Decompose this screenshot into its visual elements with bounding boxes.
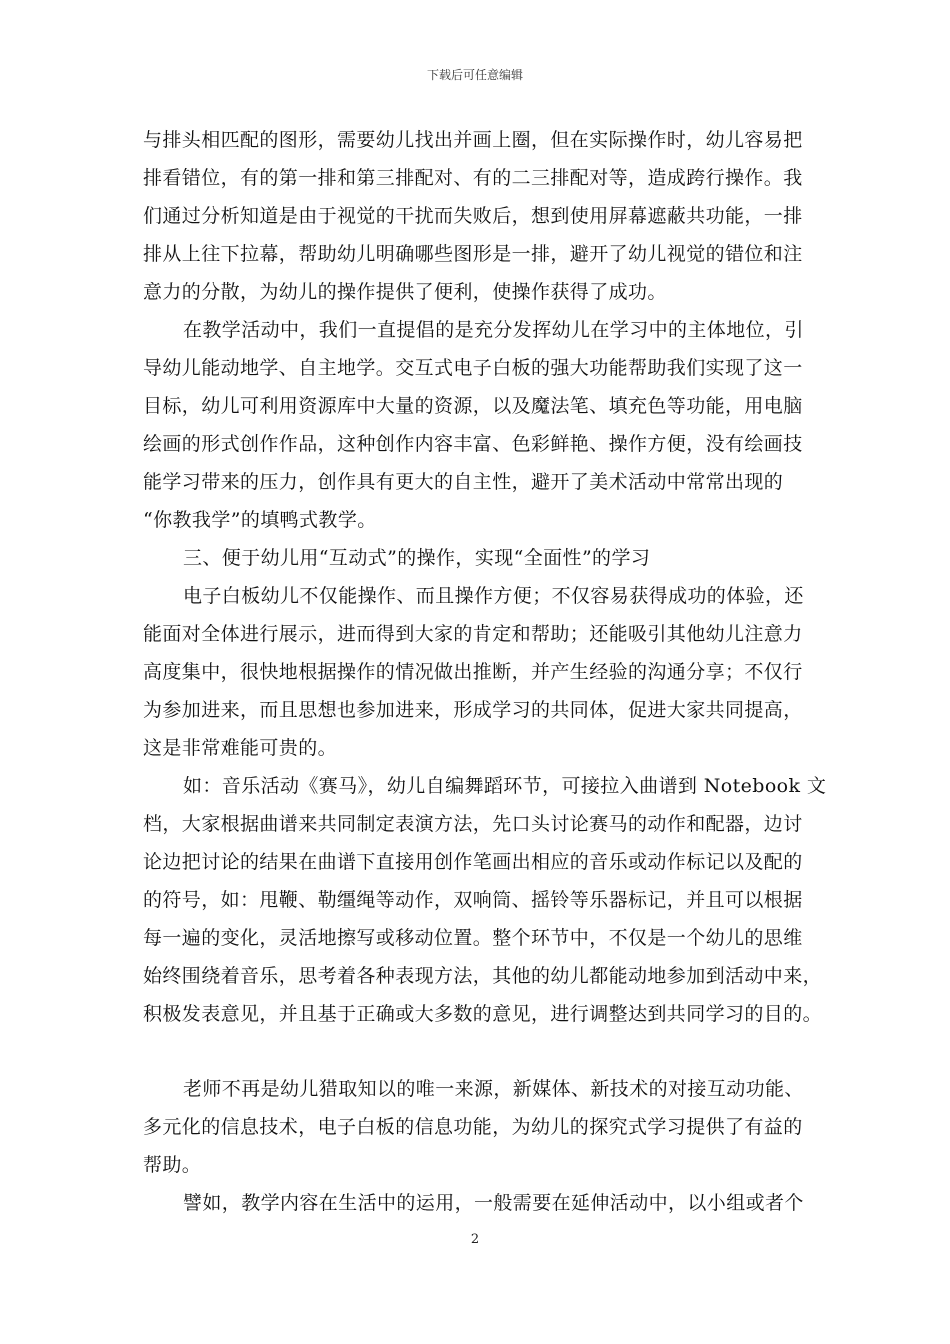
document-body bbox=[143, 128, 827, 1229]
paragraph-whiteboard-operation bbox=[143, 584, 823, 774]
text-line: “你教我学”的填鸭式教学。 bbox=[143, 509, 377, 531]
page-number: 2 bbox=[470, 1232, 480, 1247]
paragraph-continuation bbox=[143, 128, 823, 318]
text-line: 譬如，教学内容在生活中的运用，一般需要在延伸活动中，以小组或者个 bbox=[183, 1192, 804, 1214]
paragraph-music-example bbox=[143, 774, 827, 1040]
text-line: 老师不再是幼儿猎取知以的唯一来源，新媒体、新技术的对接互动功能、 bbox=[183, 1078, 804, 1100]
paragraph-teaching-activity bbox=[143, 318, 823, 546]
text-line: 这是非常难能可贵的。 bbox=[143, 737, 338, 759]
text-line: 为参加进来，而且思想也参加进来，形成学习的共同体，促进大家共同提高， bbox=[143, 699, 803, 721]
text-line: 们通过分析知道是由于视觉的干扰而失败后，想到使用屏幕遮蔽共功能，一排 bbox=[143, 205, 803, 227]
text-line: 能面对全体进行展示，进而得到大家的肯定和帮助；还能吸引其他幼儿注意力 bbox=[143, 623, 803, 645]
paragraph-example-usage bbox=[143, 1191, 823, 1229]
text-line: 高度集中，很快地根据操作的情况做出推断，并产生经验的沟通分享；不仅行 bbox=[143, 661, 803, 683]
text-line: 多元化的信息技术，电子白板的信息功能，为幼儿的探究式学习提供了有益的 bbox=[143, 1116, 803, 1138]
text-line: 档，大家根据曲谱来共同制定表演方法，先口头讨论赛马的动作和配器，边讨 bbox=[143, 813, 803, 835]
text-line: 如：音乐活动《赛马》，幼儿自编舞蹈环节，可接拉入曲谱到 Notebook 文 bbox=[183, 775, 827, 797]
paragraph-spacer bbox=[143, 1040, 823, 1077]
text-line: 绘画的形式创作作品，这种创作内容丰富、色彩鲜艳、操作方便，没有绘画技 bbox=[143, 433, 803, 455]
text-line: 始终围绕着音乐，思考着各种表现方法，其他的幼儿都能动地参加到活动中来， bbox=[143, 965, 823, 987]
text-line: 能学习带来的压力，创作具有更大的自主性，避开了美术活动中常常出现的 bbox=[143, 471, 784, 493]
paragraph-teacher-role bbox=[143, 1077, 823, 1191]
text-line: 的符号，如：甩鞭、勒缰绳等动作，双响筒、摇铃等乐器标记，并且可以根据 bbox=[143, 889, 803, 911]
text-line: 意力的分散，为幼儿的操作提供了便利，使操作获得了成功。 bbox=[143, 281, 667, 303]
text-line: 排看错位，有的第一排和第三排配对、有的二三排配对等，造成跨行操作。我 bbox=[143, 167, 803, 189]
text-line: 在教学活动中，我们一直提倡的是充分发挥幼儿在学习中的主体地位，引 bbox=[183, 319, 804, 341]
text-line: 目标，幼儿可利用资源库中大量的资源，以及魔法笔、填充色等功能，用电脑 bbox=[143, 395, 803, 417]
text-line: 与排头相匹配的图形，需要幼儿找出并画上圈，但在实际操作时，幼儿容易把 bbox=[143, 129, 803, 151]
text-line: 每一遍的变化，灵活地擦写或移动位置。整个环节中，不仅是一个幼儿的思维 bbox=[143, 927, 803, 949]
text-line: 论边把讨论的结果在曲谱下直接用创作笔画出相应的音乐或动作标记以及配的 bbox=[143, 851, 803, 873]
text-line: 导幼儿能动地学、自主地学。交互式电子白板的强大功能帮助我们实现了这一 bbox=[143, 357, 803, 379]
text-line: 电子白板幼儿不仅能操作、而且操作方便；不仅容易获得成功的体验，还 bbox=[183, 585, 804, 607]
text-line: 排从上往下拉幕，帮助幼儿明确哪些图形是一排，避开了幼儿视觉的错位和注 bbox=[143, 243, 803, 265]
page-header-note: 下载后可任意编辑 bbox=[426, 68, 523, 82]
section-heading: 三、便于幼儿用“互动式”的操作，实现“全面性”的学习 bbox=[183, 547, 651, 569]
text-line: 帮助。 bbox=[143, 1154, 202, 1176]
text-line: 积极发表意见，并且基于正确或大多数的意见，进行调整达到共同学习的目的。 bbox=[143, 1003, 823, 1025]
